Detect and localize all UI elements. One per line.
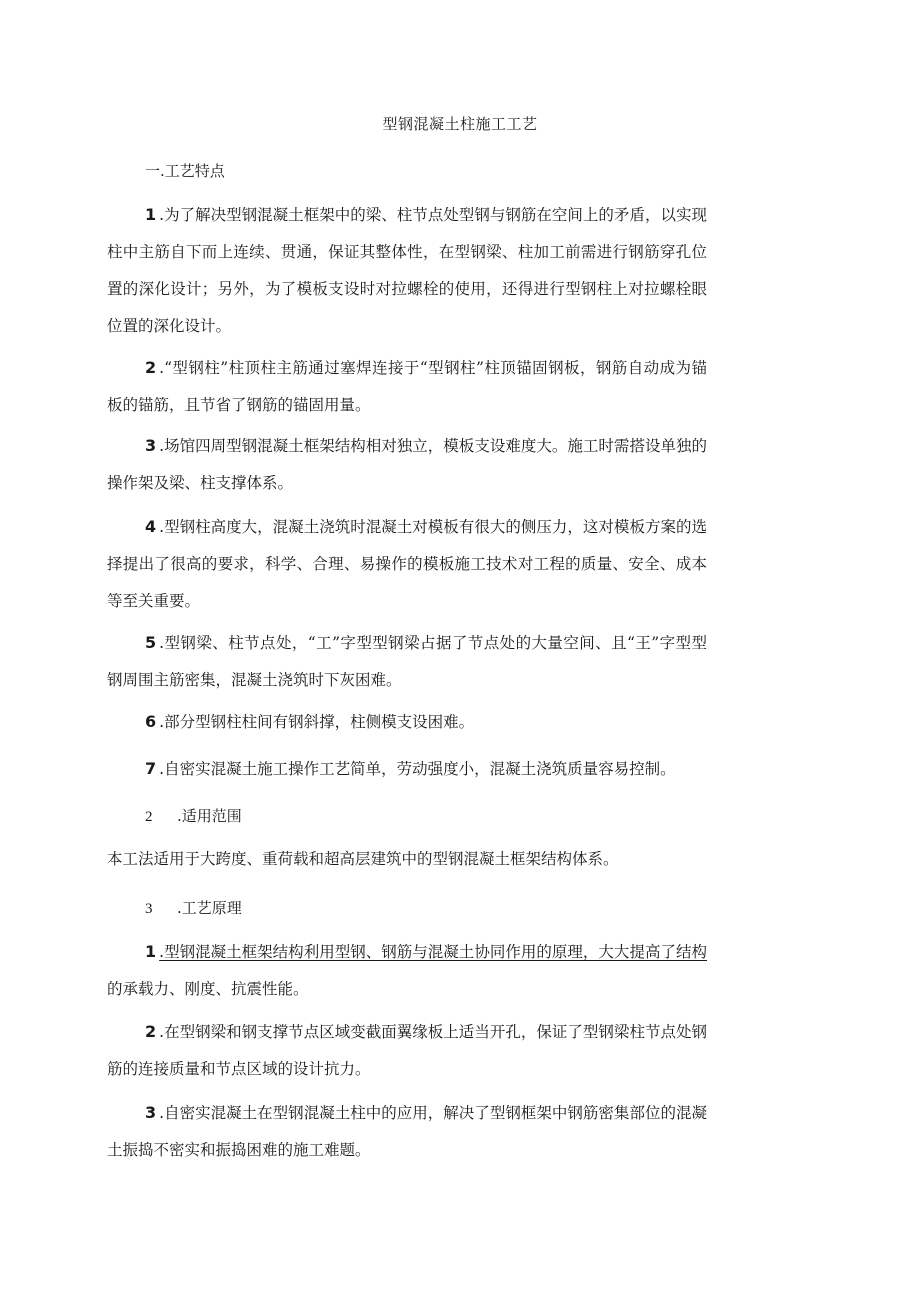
- section-heading-features: 一.工艺特点: [145, 162, 225, 180]
- feature-item-5: [107, 624, 707, 699]
- item-text: .为了解决型钢混凝土框架中的梁、柱节点处型钢与钢筋在空间上的矛盾，以实现柱中主筋自下而上连续、贯通，保证其整体性，在型钢梁、柱加工前需进行钢筋穿孔位置的深化设计；另外，为了模板支设时对拉螺栓的使用，还得进行型钢柱上对拉螺栓眼位置的深化设计。: [107, 206, 707, 335]
- section-heading-principle: [145, 896, 242, 921]
- section-heading-text: .工艺原理: [177, 899, 242, 917]
- item-number: 2: [145, 358, 157, 377]
- section-heading-text: .适用范围: [177, 807, 242, 825]
- feature-item-7: [107, 750, 707, 788]
- principle-item-3: [107, 1094, 707, 1169]
- section-heading-scope: [145, 804, 242, 829]
- principle-item-1: [107, 933, 707, 1008]
- section-number: 3: [145, 901, 153, 917]
- item-number: 1: [145, 205, 157, 224]
- item-number: 3: [145, 436, 157, 455]
- item-text: .部分型钢柱柱间有钢斜撑，柱侧模支设困难。: [159, 713, 475, 731]
- scope-paragraph: 本工法适用于大跨度、重荷载和超高层建筑中的型钢混凝土框架结构体系。: [107, 850, 619, 868]
- item-number: 3: [145, 1103, 157, 1122]
- item-text: .自密实混凝土施工操作工艺简单，劳动强度小，混凝土浇筑质量容易控制。: [159, 760, 676, 778]
- item-text: .“型钢柱”柱顶柱主筋通过塞焊连接于“型钢柱”柱顶锚固钢板，钢筋自动成为锚板的锚筋，且节省了钢筋的锚固用量。: [107, 359, 707, 414]
- item-number: 5: [145, 633, 157, 652]
- feature-item-3: [107, 427, 707, 502]
- item-number: 2: [145, 1022, 157, 1041]
- feature-item-4: [107, 508, 707, 620]
- item-text-underlined: .型钢混凝土框架结构利用型钢、钢筋与混凝土协同作用的原理，大大提高了结构: [159, 943, 707, 961]
- item-number: 7: [145, 759, 157, 778]
- principle-item-2: [107, 1013, 707, 1088]
- item-text: .场馆四周型钢混凝土框架结构相对独立，模板支设难度大。施工时需搭设单独的操作架及梁、柱支撑体系。: [107, 437, 707, 492]
- item-number: 6: [145, 712, 157, 731]
- item-number: 4: [145, 517, 157, 536]
- item-text: .自密实混凝土在型钢混凝土柱中的应用，解决了型钢框架中钢筋密集部位的混凝土振捣不密实和振捣困难的施工难题。: [107, 1104, 707, 1159]
- item-text: .在型钢梁和钢支撑节点区域变截面翼缘板上适当开孔，保证了型钢梁柱节点处钢筋的连接质量和节点区域的设计抗力。: [107, 1023, 707, 1078]
- feature-item-6: [107, 703, 707, 741]
- document-title: 型钢混凝土柱施工工艺: [382, 115, 538, 133]
- feature-item-2: [107, 349, 707, 424]
- section-number: 2: [145, 809, 153, 825]
- item-text: 的承载力、刚度、抗震性能。: [107, 980, 309, 998]
- item-text: .型钢梁、柱节点处，“工”字型型钢梁占据了节点处的大量空间、且“王”字型型钢周围主筋密集，混凝土浇筑时下灰困难。: [107, 634, 707, 689]
- feature-item-1: [107, 196, 707, 345]
- item-text: .型钢柱高度大，混凝土浇筑时混凝土对模板有很大的侧压力，这对模板方案的选择提出了很高的要求，科学、合理、易操作的模板施工技术对工程的质量、安全、成本等至关重要。: [107, 518, 707, 610]
- item-number: 1: [145, 942, 157, 961]
